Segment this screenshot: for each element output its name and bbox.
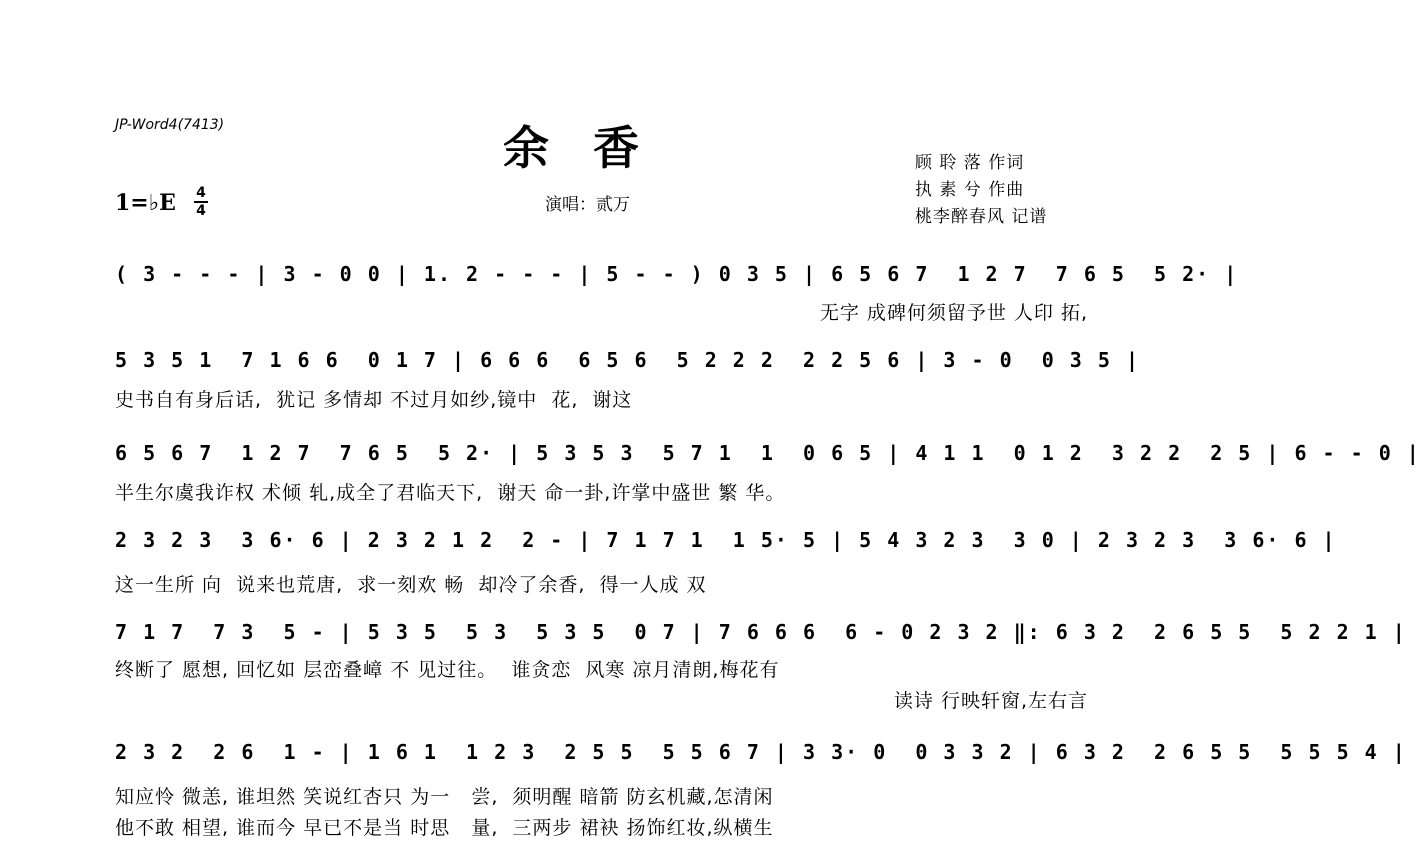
- lyrics-line-5-verse-2: 读诗 行映轩窗,左右言: [893, 690, 1088, 712]
- notation-line-2: 5 3 5 1 7 1 6 6 0 1 7 | 6 6 6 6 5 6 5 2 2 2 2 2 5 6 | 3 - 0 0 3 5 |: [115, 348, 1140, 372]
- time-signature-top: 4: [196, 185, 206, 201]
- lyrics-line-4: 这一生所 向 说来也荒唐, 求一刻欢 畅 却冷了余香, 得一人成 双: [115, 574, 707, 596]
- lyrics-line-1: 无字 成碑何须留予世 人印 拓,: [819, 302, 1088, 324]
- notation-line-6: 2 3 2 2 6 1 - | 1 6 1 1 2 3 2 5 5 5 5 6 7 | 3 3· 0 0 3 3 2 | 6 3 2 2 6 5 5 5 5 5 4 |: [115, 740, 1407, 764]
- notation-line-5: 7 1 7 7 3 5 - | 5 3 5 5 3 5 3 5 0 7 | 7 6 6 6 6 - 0 2 3 2 ‖: 6 3 2 2 6 5 5 5 2 2 1 |: [115, 620, 1407, 644]
- key-signature: 1=♭E: [115, 190, 176, 216]
- lyrics-line-6: 知应怜 微恙, 谁坦然 笑说红杏只 为一 尝, 须明醒 暗箭 防玄机藏,怎清闲: [115, 786, 774, 808]
- lyrics-line-6-verse-2: 他不敢 相望, 谁而今 早已不是当 时思 量, 三两步 裙袂 扬饰红妆,纵横生: [115, 817, 774, 839]
- song-title: 余香: [503, 121, 683, 175]
- notation-line-4: 2 3 2 3 3 6· 6 | 2 3 2 1 2 2 - | 7 1 7 1 1 5· 5 | 5 4 3 2 3 3 0 | 2 3 2 3 3 6· 6 |: [115, 528, 1337, 552]
- time-signature-bottom: 4: [196, 203, 206, 219]
- software-label: JP-Word4(7413): [115, 117, 225, 133]
- credits-block: [915, 150, 1047, 231]
- lyricist-credit: 顾 聆 落 作词: [915, 153, 1025, 173]
- notation-line-3: 6 5 6 7 1 2 7 7 6 5 5 2· | 5 3 5 3 5 7 1 1 0 6 5 | 4 1 1 0 1 2 3 2 2 2 5 | 6 - - 0 |: [115, 441, 1421, 465]
- lyrics-line-3: 半生尔虞我诈权 术倾 轧,成全了君临天下, 谢天 命一卦,许掌中盛世 繁 华。: [115, 482, 786, 504]
- notation-line-1: ( 3 - - - | 3 - 0 0 | 1. 2 - - - | 5 - - ) 0 3 5 | 6 5 6 7 1 2 7 7 6 5 5 2· |: [115, 262, 1239, 286]
- composer-credit: 执 素 兮 作曲: [915, 180, 1025, 200]
- time-signature: [194, 186, 208, 218]
- singer-label: 演唱：贰万: [545, 195, 630, 215]
- transcriber-credit: 桃李醉春风 记谱: [915, 207, 1048, 227]
- lyrics-line-5: 终断了 愿想, 回忆如 层峦叠嶂 不 见过往。 谁贪恋 风寒 凉月清朗,梅花有: [115, 659, 780, 681]
- lyrics-line-2: 史书自有身后话, 犹记 多情却 不过月如纱,镜中 花, 谢这: [115, 389, 633, 411]
